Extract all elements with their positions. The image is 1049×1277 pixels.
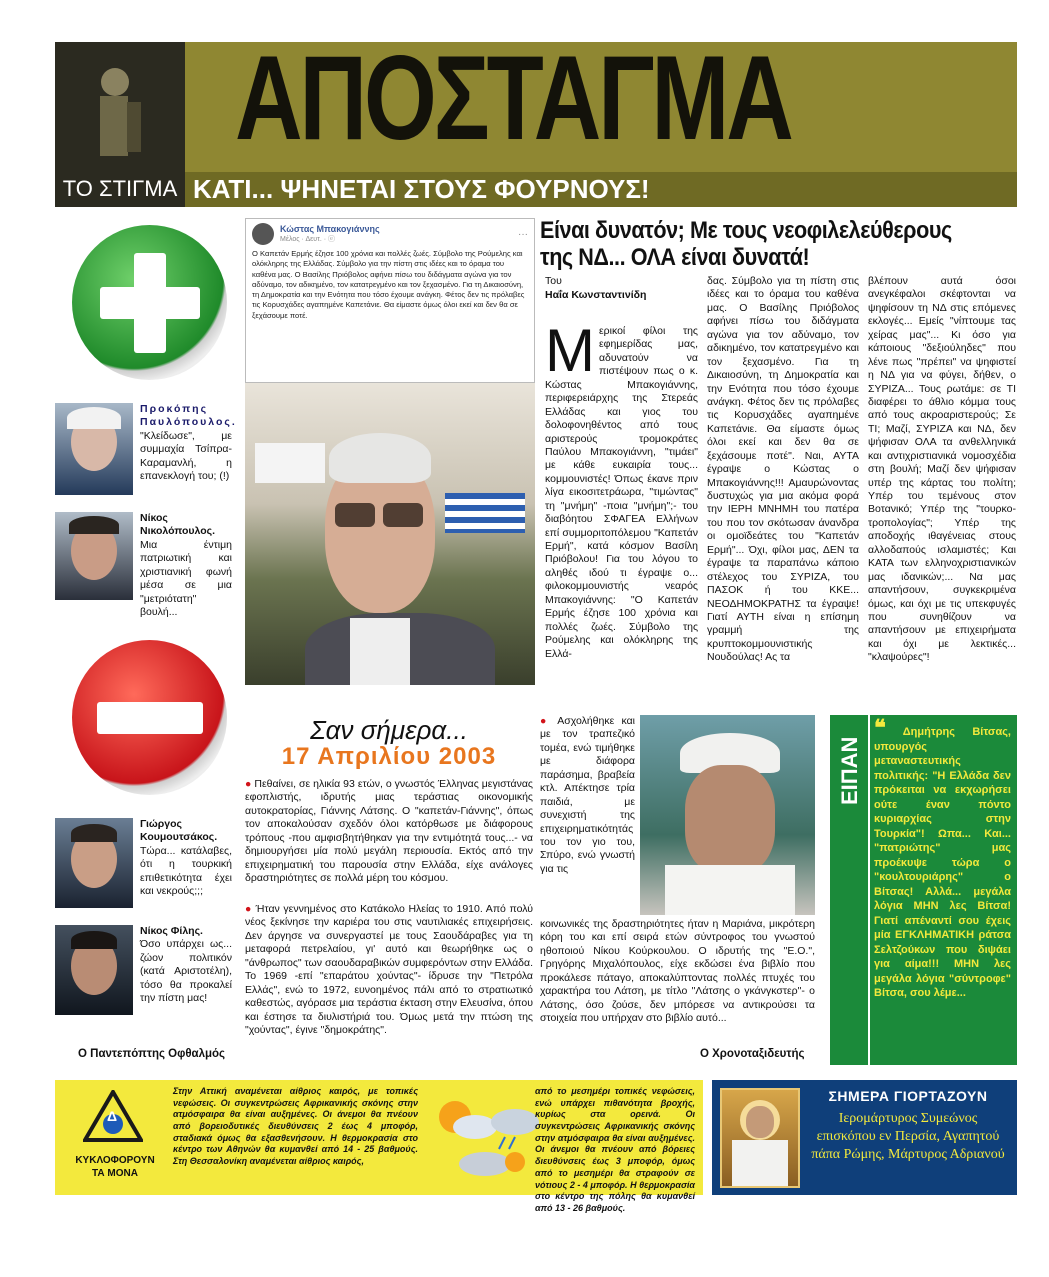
masthead: [55, 31, 1017, 207]
article-headline: Είναι δυνατόν; Με τους νεοφιλελεύθερους της ΝΔ... ΟΛΑ είναι δυνατά!: [540, 217, 952, 271]
history-date: 17 Απριλίου 2003: [281, 743, 497, 770]
figure-icon: [55, 42, 185, 172]
nameday-text: Ιερομάρτυρος Συμεώνος επισκόπου εν Περσία, Αγαπητού πάπα Ρώμης, Μάρτυρος Αδριανού: [811, 1111, 1005, 1163]
post-author: Κώστας Μπακογιάννης: [280, 224, 380, 234]
minus-icon: [72, 640, 227, 795]
quote-text: [874, 715, 1011, 1001]
history-text: Ασχολήθηκε και με τον τραπεζικό τομέα, ενώ τιμήθηκε με διάφορα παράσημα, βραβεία κτλ. Απέκτησε τρία παιδιά, με συνεχιστή της επιχειρηματικότητάς του τον γιο του, Σπύρο, ενώ γνωστή για τις: [540, 715, 636, 875]
section-label: ΤΟ ΣΤΙΓΜΑ: [55, 174, 185, 204]
weather-box: [55, 1080, 703, 1213]
history-signature: Ο Χρονοταξιδευτής: [700, 1048, 805, 1060]
article-column-2: δας. Σύμβολο για τη πίστη στις ιδέες και το όραμα του καθένα μας. Ο Βασίλης Πριόβολος αφήνει πίσω του διδάγματα αγώνα για τον αδύναμο, τον αδικημένο, τον κατατρεγμένο και τον ξεχασμένο. Για τη Δικαιοσύνη, τη Δημοκρατία και την Ενότητα που τόσο έχουμε ανάγκη. Φέτος δεν τις πρόλαβες τις Κορυσχάδες αγαπημένε Καπετάνιε. Θα είμαστε όμως όλοι εκεί και δεν θα σε ξεχάσουμε ποτέ". Ναι, ΑΥΤΑ έγραψε ο Κώστας ο Μπακογιάννης!!! Αμαυρώνοντας δυστυχώς για μια ακόμα φορά την ΙΕΡΗ ΜΝΗΜΗ του πατέρα του που τον σκότωσαν άνανδρα οι ομοϊδεάτες του "Καπετάν Ερμή"... Όχι, φίλοι μας, ΔΕΝ τα έγραψε τα παραπάνω κάποιο στέλεχος του ΣΥΡΙΖΑ, του ΠΑΣΟΚ ή του ΚΚΕ... ΝΕΟΔΗΜΟΚΡΑΤΗΣ τα έγραψε! Γιατί ΑΥΤΗ είναι η επίσημη γραμμή της κρυπτοκομμουνιστικής Νουδούλας! Ας τα: [707, 275, 859, 664]
history-title: Σαν σήμερα...: [310, 715, 468, 745]
article-column-1: [545, 317, 698, 661]
history-text: Ήταν γεννημένος στο Κατάκολο Ηλείας το 1910. Από πολύ νέος ξεκίνησε την καριέρα του στις ναυτιλιακές επιχειρήσεις. Δεν άργησε να συνεργαστεί με τους Σαουδάραβες για τη μεταφορά πετρελαίου, γι' αυτό και θεωρήθηκε ως ο "άνθρωπος" των σαουδαραβικών συμφερόντων στην Ελλάδα. Το 1969 -επί "επαράτου χούντας"- ίδρυσε την "Πετρόλα Ελλάς", ενώ το 1972, ευνοημένος πάλι από το στρατιωτικό καθεστώς, αγόρασε μια τεράστια έκταση στην Ελευσίνα, όπου και έστησε τα διυλιστήριά του. Όμως μετά την πτώση της "χούντας", έγινε "δημοκράτης".: [245, 903, 533, 1036]
minus-item-name: Γιώργος Κουμουτσάκος.: [140, 818, 218, 844]
weather-text: από το μεσημέρι τοπικές νεφώσεις, ενώ υπάρχει πιθανότητα βροχής, κυρίως στα ορεινά. Οι συγκεντρώσεις Αφρικανικής σκόνης στην ατμόσφαιρα θα είναι αυξημένες. Οι άνεμοι θα πνέουν από βόρειες διευθύνσεις έως 3 μποφόρ, όμως από το μεσημέρι θα στραφούν σε νότιους 2 - 4 μποφόρ. Η θερμοκρασία στο κέντρο της πόλης θα κυμανθεί από 13 - 26 βαθμούς.: [535, 1086, 695, 1213]
article-column-3: βλέπουν αυτά όσοι ανεγκέφαλοι σκέφτονται να ψηφίσουν τη ΝΔ στις επόμενες εκλογές... Εμείς "νίπτουμε τας χείρας μας"... Κι όσο για κάποιους "δεξιούληδες" που λένε πως "πρέπει" να ψηφιστεί η ΝΔ για να φύγει, δήθεν, ο ΣΥΡΙΖΑ... Τους ρωτάμε: σε ΤΙ διαφέρει το άθλιο κόμμα τους από τους ακροαριστερούς; Σε ΤΙ; Μαζί, ΣΥΡΙΖΑ και ΝΔ, δεν ψήφισαν ΟΛΑ τα ανθελληνικά και αντιχριστιανικά νομοσχέδια στη βουλή; Μαζί δεν ψήφισαν υπέρ της κάρτας του πολίτη; Υπέρ του τεμένους στον Βοτανικό; Υπέρ της "τουρκο-τροπολογίας"; Υπέρ της αποδοχής ιθαγένειας στους αλλοδαπούς ισλαμιστές; Και ΚΑΤΑ των ελληνοχριστιανικών μας ιδανικών;... Να μας απαντήσουν, συγκεκριμένα όμως, και όχι με τις υπεκφυγές που συνηθίζουν να απαντήσουν με επιχειρήματα και όχι με λεκτικές... "κλαψούρες"!: [868, 275, 1016, 664]
avatar: [55, 512, 133, 600]
section-headline: ΚΑΤΙ... ΨΗΝΕΤΑΙ ΣΤΟΥΣ ΦΟΥΡΝΟΥΣ!: [185, 172, 1017, 207]
post-text: Ο Καπετάν Ερμής έζησε 100 χρόνια και πολλές ζωές. Σύμβολο της Ρούμελης και ολόκληρης της Ελλάδας. Σύμβολο για την πίστη στις ιδέες και το όραμα του καθένα μας. Ο Βασίλης Πριόβολος αφήνει πίσω του διδάγματα αγώνα για τον αδύναμο, τον αδικημένο, τον κατατρεγμένο και τον ξεχασμένο. Για τη Δικαιοσύνη, τη Δημοκρατία και την Ενότητα που τόσο έχουμε ανάγκη. Φέτος δεν τις πρόλαβες τις Κορυσχάδες αγαπημένε Καπετάνιε. Θα είμαστε όμως όλοι εκεί και δεν θα σε ξεχάσουμε ποτέ.: [252, 249, 525, 320]
history-paragraph: ● Πεθαίνει, σε ηλικία 93 ετών, ο γνωστός Έλληνας μεγιστάνας εφοπλιστής, ιδρυτής μιας τεράστιας οικονομικής αυτοκρατορίας, Γιάννης Λάτσης. Ο "καπετάν-Γιάννης", όπως τον αποκαλούσαν σχεδόν όλοι κατόρθωσε με διάφορους τρόπους -που αμφισβητήθηκαν για την εντιμότητά τους...- να δημιουργήσει μία πολύ μεγάλη περιουσία. Εκτός από την επιχειρηματική του παρουσία στην Ελλάδα, είχε ανάλογες δραστηριότητες σε πολλά μέρη του κόσμου.: [245, 778, 533, 885]
minus-item-text: Όσο υπάρχει ως... ζώον πολιτικόν (κατά Αριστοτέλη), τόσο θα προκαλεί την πίστη μας!: [140, 938, 232, 1005]
saint-icon: [720, 1088, 800, 1188]
avatar: [55, 925, 133, 1015]
article-text: ερικοί φίλοι της εφημερίδας μας, αδυνατούν να πιστέψουν πως ο κ. Κώστας Μπακογιάννης, περιφερειάρχης της Στερεάς Ελλάδας και γιος του δολοφονηθέντος από τους αριστερούς τρομοκράτες Παύλου Μπακογιάννη, "τιμάει" με κάθε ευκαιρία τους... κομμουνιστές! Όπως έκανε πριν λίγα εικοσιτετράωρα, "τιμώντας" τη "μνήμη" -ποια "μνήμη";- του διαβόητου ΣΦΑΓΕΑ Ελλήνων επί συμμοριτοπόλεμου "Καπετάν Ερμή", κατά κόσμον Βασίλη Πριόβολου! Για του λόγου το αληθές ιδού τι έγραψε ο... φιλοκομμουνιστής νεαρός Μπακογιάννης: "Ο Καπετάν Ερμής έζησε 100 χρόνια και πολλές ζωές. Σύμβολο της Ρούμελης και ολόκληρης της Ελλά-: [545, 325, 698, 660]
road-sign-letter: Δ: [107, 1108, 118, 1124]
main-photo: [245, 383, 535, 685]
minus-item: [140, 818, 232, 899]
minus-item-text: Τώρα... κατάλαβες, ότι η τουρκική επιθετικότητα έχει και νεκρούς;;;: [140, 844, 232, 898]
quote-mark-icon: ❝: [874, 715, 886, 740]
history-paragraph: ● Ήταν γεννημένος στο Κατάκολο Ηλείας το 1910. Από πολύ νέος ξεκίνησε την καριέρα του στις ναυτιλιακές επιχειρήσεις. Δεν άργησε να συνεργαστεί με τους Σαουδάραβες για τη μεταφορά πετρελαίου, γι' αυτό και θεωρήθηκε ως ο "άνθρωπος" των σαουδαραβικών συμφερόντων στην Ελλάδα. Το 1969 -επί "επαράτου χούντας"- ίδρυσε την "Πετρόλα Ελλάς", ενώ το 1972, ευνοημένος πάλι από το στρατιωτικό καθεστώς, αγόρασε μια τεράστια έκταση στην Ελευσίνα, όπου και έστησε τα διυλιστήριά του. Όμως μετά την πτώση της "χούντας", έγινε "δημοκράτης".: [245, 903, 533, 1036]
post-meta: Μέλος · Δευτ. · ⓔ: [280, 236, 336, 243]
plus-item: [140, 403, 237, 484]
masthead-title: ΑΠΟΣΤΑΓΜΑ: [235, 31, 791, 165]
quote-box: [830, 715, 1017, 1065]
facebook-post: [245, 218, 535, 383]
plus-item-text: Μια έντιμη πατριωτική και χριστιανική φωνή μέσα σε μια "μετριότατη" βουλή...: [140, 538, 232, 619]
avatar: [55, 403, 133, 495]
history-photo: [640, 715, 815, 915]
minus-item-name: Νίκος Φίλης.: [140, 925, 203, 937]
quote-body: Δημήτρης Βίτσας, υπουργός μεταναστευτικής πολιτικής: "Η Ελλάδα δεν πρόκειται να εκχωρήσει ούτε έναν πόντο κυριαρχίας στην Τουρκία"! Ωπα... Και... "πατριώτης" μας προέκυψε τώρα ο "κουλτουριάρης" ο Βίτσας! Αλλά... μεγάλα λόγια ΜΗΝ λες Βίτσα! Γιατί απέναντί σου έχεις μία ΕΓΚΛΗΜΑΤΙΚΗ ράτσα Σελτζούκων που διψάει για αίμα!!! ΜΗΝ λες μεγάλα λόγια "σύντροφε" Βίτσα, σου λέμε...: [874, 726, 1011, 1000]
avatar: [55, 818, 133, 908]
nameday-box: [712, 1080, 1017, 1195]
byline: [545, 275, 646, 302]
history-paragraph: ● Ασχολήθηκε και με τον τραπεζικό τομέα, ενώ τιμήθηκε με διάφορα παράσημα, βραβεία κτλ. Απέκτησε τρία παιδιά, με συνεχιστή της επιχειρηματικότητάς του τον γιο του, Σπύρο, ενώ γνωστή για τις: [540, 715, 636, 875]
plus-item-name: Νίκος Νικολόπουλος.: [140, 512, 216, 538]
quote-label: ΕΙΠΑΝ: [837, 736, 862, 805]
plus-item-name: Προκόπης Παυλόπουλος.: [140, 403, 237, 429]
plus-item: [140, 512, 232, 620]
plus-icon: [72, 225, 227, 380]
column-signature: Ο Παντεπόπτης Οφθαλμός: [78, 1048, 226, 1060]
weather-text: Στην Αττική αναμένεται αίθριος καιρός, με τοπικές νεφώσεις. Οι συγκεντρώσεις Αφρικανικής σκόνης στην ατμόσφαιρα θα είναι αυξημένες. Οι άνεμοι θα πνέουν από βορειοδυτικές διευθύνσεις 2 έως 4 μποφόρ, σταδιακά όμως θα εξασθενήσουν. Η θερμοκρασία στο κέντρο των Αθηνών θα κυμανθεί από 14 - 25 βαθμούς. Στη Θεσσαλονίκη αναμένεται αίθριος καιρός,: [173, 1086, 418, 1167]
drop-cap: Μ: [545, 317, 595, 384]
nameday-title: ΣΗΜΕΡΑ ΓΙΟΡΤΑΖΟΥΝ: [828, 1088, 988, 1104]
byline-author: Ηαΐα Κωνσταντινίδη: [545, 288, 647, 301]
plus-item-text: "Κλείδωσε", με συμμαχία Τσίπρα-Καραμανλή, η επανεκλογή του; (!): [140, 429, 232, 483]
avatar: [252, 223, 274, 245]
more-icon: ···: [518, 228, 528, 240]
weather-label: ΚΥΚΛΟΦΟΡΟΥΝ ΤΑ ΜΟΝΑ: [75, 1155, 155, 1179]
history-text: Πεθαίνει, σε ηλικία 93 ετών, ο γνωστός Έλληνας μεγιστάνας εφοπλιστής, ιδρυτής μιας τεράστιας οικονομικής αυτοκρατορίας, Γιάννης Λάτσης. Ο "καπετάν-Γιάννης", όπως τον αποκαλούσαν σχεδόν όλοι κατόρθωσε με διάφορους τρόπους -που αμφισβητήθηκαν για την εντιμότητά τους...- να δημιουργήσει μία πολύ μεγάλη περιουσία. Εκτός από την επιχειρηματική του παρουσία στην Ελλάδα, είχε ανάλογες δραστηριότητες σε πολλά μέρη του κόσμου.: [245, 778, 533, 885]
byline-prefix: Του: [545, 275, 562, 287]
weather-icons: [415, 1092, 555, 1182]
minus-item: [140, 925, 232, 1006]
history-paragraph: κοινωνικές της δραστηριότητες ήταν η Μαριάνα, μικρότερη κόρη του και επί σειρά ετών σύντροφος του γνωστού ηθοποιού Νίκου Κούρκουλου. Ο ιδρυτής της "Ε.Ο.", Γρηγόρης Μιχαλόπουλος, είχε εκδώσει ένα βιβλίο που προκάλεσε πάταγο, αποκαλύπτοντας πολλές πτυχές του χαρακτήρα του Λάτση, με τίτλο "Λάτσης ο γκάνγκστερ"- ο Λάτσης, όσο ζούσε, δεν μπόρεσε να αντικρούσει τα στοιχεία που υπήρχαν στο βιβλίο αυτό...: [540, 918, 815, 1025]
